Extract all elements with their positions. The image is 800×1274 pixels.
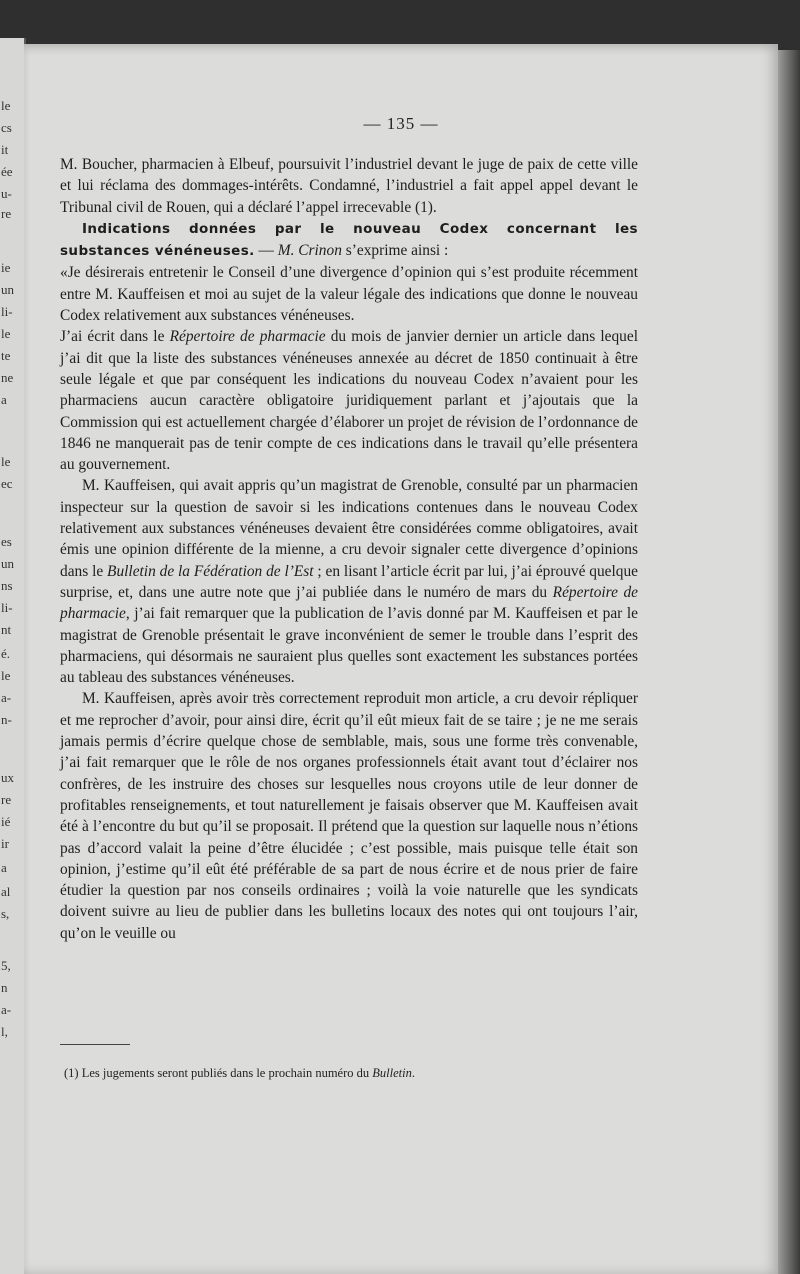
body-text bbox=[60, 154, 638, 944]
facing-page-fragment: le bbox=[1, 326, 11, 341]
paragraph-2-rest: s’exprime ainsi : bbox=[341, 242, 449, 260]
facing-page-fragment: é. bbox=[1, 646, 11, 661]
facing-page-fragment: ir bbox=[1, 836, 9, 851]
document-page bbox=[24, 44, 778, 1274]
paragraph-4 bbox=[60, 326, 638, 475]
facing-page-edge bbox=[0, 38, 26, 1274]
facing-page-fragment: ns bbox=[1, 578, 13, 593]
facing-page-fragment: ée bbox=[1, 164, 13, 179]
facing-page-fragment: a- bbox=[1, 690, 12, 705]
facing-page-fragment: 5, bbox=[1, 958, 11, 973]
facing-page-fragment: ie bbox=[1, 260, 11, 275]
facing-page-fragment: li- bbox=[1, 600, 13, 615]
facing-page-fragment: cs bbox=[1, 120, 12, 135]
footnote-text-a: Les jugements seront publiés dans le prochain numéro du bbox=[78, 1066, 373, 1080]
facing-page-fragment: s, bbox=[1, 906, 10, 921]
facing-page-fragment: ne bbox=[1, 370, 14, 385]
paragraph-5-text-b: ; en lisant l’article écrit par lui, j’ai éprouvé quelque surprise, et, dans une autre note que j’ai publiée dans le numéro de mars du bbox=[60, 562, 639, 601]
facing-page-fragment: a bbox=[1, 392, 7, 407]
facing-page-fragment: ec bbox=[1, 476, 13, 491]
facing-page-fragment: l, bbox=[1, 1024, 8, 1039]
facing-page-fragment: u- bbox=[1, 186, 12, 201]
paragraph-6: M. Kauffeisen, après avoir très correctement reproduit mon article, a cru devoir répliquer et me reprocher d’avoir, pour ainsi dire, écrit qu’il eût mieux fait de se taire ; je ne me serais jamais permis d’écrire quelque chose de semblable, mais, sous une forme très convenable, j’ai fait remarquer que le rôle de nos organes professionnels était avant tout d’éclairer nos confrères, de les instruire des choses sur lesquelles nous croyons utile de leur donner de profitables renseignements, et tout naturellement je faisais observer que M. Kauffeisen avait été à l’encontre du but qu’il se proposait. Il prétend que la question sur laquelle nous n’étions pas d’accord valait la peine d’être élucidée ; c’est possible, mais puisque telle était son opinion, j’estime qu’il eût été préférable de sa part de nous écrire et de nous prier de faire étudier la question par nos conseils ordinaires ; voilà la voie naturelle que les syndicats doivent suivre au lieu de publier dans les bulletins locaux des notes qui ont toujours l’air, qu’on le veuille ou bbox=[60, 690, 638, 942]
facing-page-fragment: n bbox=[1, 980, 8, 995]
facing-page-fragment: re bbox=[1, 792, 12, 807]
facing-page-fragment: es bbox=[1, 534, 12, 549]
facing-page-fragment: n- bbox=[1, 712, 12, 727]
paragraph-5 bbox=[60, 475, 638, 688]
footnote-italic: Bulletin bbox=[372, 1066, 412, 1080]
facing-page-fragment: nt bbox=[1, 622, 12, 637]
facing-page-fragment: un bbox=[1, 282, 14, 297]
footnote-text-b: . bbox=[411, 1066, 415, 1080]
footnote bbox=[64, 1066, 634, 1081]
heading-dash: — bbox=[254, 242, 278, 260]
facing-page-fragment: te bbox=[1, 348, 11, 363]
paragraph-1: M. Boucher, pharmacien à Elbeuf, poursuivit l’industriel devant le juge de paix de cette ville et lui réclama des dommages-intérêts. Condamné, l’industriel a fait appel appel devant le Tribunal civil de Rouen, qui a déclaré l’appel irrecevable (1). bbox=[60, 156, 638, 216]
facing-page-fragment: al bbox=[1, 884, 11, 899]
paragraph-4-text-b: du mois de janvier dernier un article dans lequel j’ai dit que la liste des substances vénéneuses annexée au décret de 1850 continuait à être seule légale et que par conséquent les indications du nouveau Codex n’avaient pour les pharmaciens aucun caractère obligatoire juridiquement parlant et j’ajoutais que la Commission qui est actuellement chargée d’élaborer un projet de révision de l’ordonnance de 1846 ne manquerait pas de tenir compte de ces indications dans le travail qu’elle présentera au gouvernement. bbox=[60, 328, 638, 474]
journal-title-2: Répertoire de pharmacie bbox=[60, 583, 638, 623]
page-shadow-edge bbox=[778, 50, 800, 1274]
facing-page-fragment: a bbox=[1, 860, 7, 875]
facing-page-fragment: a- bbox=[1, 1002, 12, 1017]
footnote-rule bbox=[60, 1044, 130, 1045]
facing-page-fragment: ux bbox=[1, 770, 14, 785]
facing-page-fragment: ié bbox=[1, 814, 11, 829]
paragraph-2 bbox=[60, 218, 638, 263]
facing-page-fragment: le bbox=[1, 454, 11, 469]
paragraph-4-text-a: J’ai écrit dans le bbox=[60, 328, 170, 346]
bulletin-title: Bulletin de la Fédération de l’Est bbox=[107, 562, 314, 580]
facing-page-fragment: le bbox=[1, 668, 11, 683]
facing-page-fragment: li- bbox=[1, 304, 13, 319]
facing-page-fragment: le bbox=[1, 98, 11, 113]
paragraph-5-text-a: M. Kauffeisen, qui avait appris qu’un magistrat de Grenoble, consulté par un pharmacien inspecteur sur la question de savoir si les indications contenues dans le nouveau Codex relativement aux substances vénéneuses devaient être considérées comme obligatoires, avait émis une opinion différente de la mienne, a cru devoir signaler cette divergence d’opinions dans le bbox=[60, 477, 638, 580]
facing-page-fragment: re bbox=[1, 206, 12, 221]
footnote-marker: (1) bbox=[64, 1066, 79, 1080]
paragraph-5-text-c: , j’ai fait remarquer que la publication de l’avis donné par M. Kauffeisen et par le magistrat de Grenoble présentait le grave inconvénient de semer le trouble dans l’esprit des pharmaciens, qui désormais ne sauraient plus quelles sont exactement les substances portées au tableau des substances vénéneuses. bbox=[60, 605, 638, 687]
page-number: — 135 — bbox=[363, 114, 439, 133]
paragraph-3: «Je désirerais entretenir le Conseil d’une divergence d’opinion qui s’est produite récemment entre M. Kauffeisen et moi au sujet de la valeur légale des indications que donne le nouveau Codex relativement aux substances vénéneuses. bbox=[60, 264, 638, 325]
section-heading: Indications données par le nouveau Codex concernant les substances vénéneuses. bbox=[60, 220, 638, 260]
journal-title: Répertoire de pharmacie bbox=[169, 328, 326, 346]
facing-page-fragment: it bbox=[1, 142, 9, 157]
facing-page-fragment: un bbox=[1, 556, 14, 571]
speaker-name: M. Crinon bbox=[277, 242, 342, 260]
